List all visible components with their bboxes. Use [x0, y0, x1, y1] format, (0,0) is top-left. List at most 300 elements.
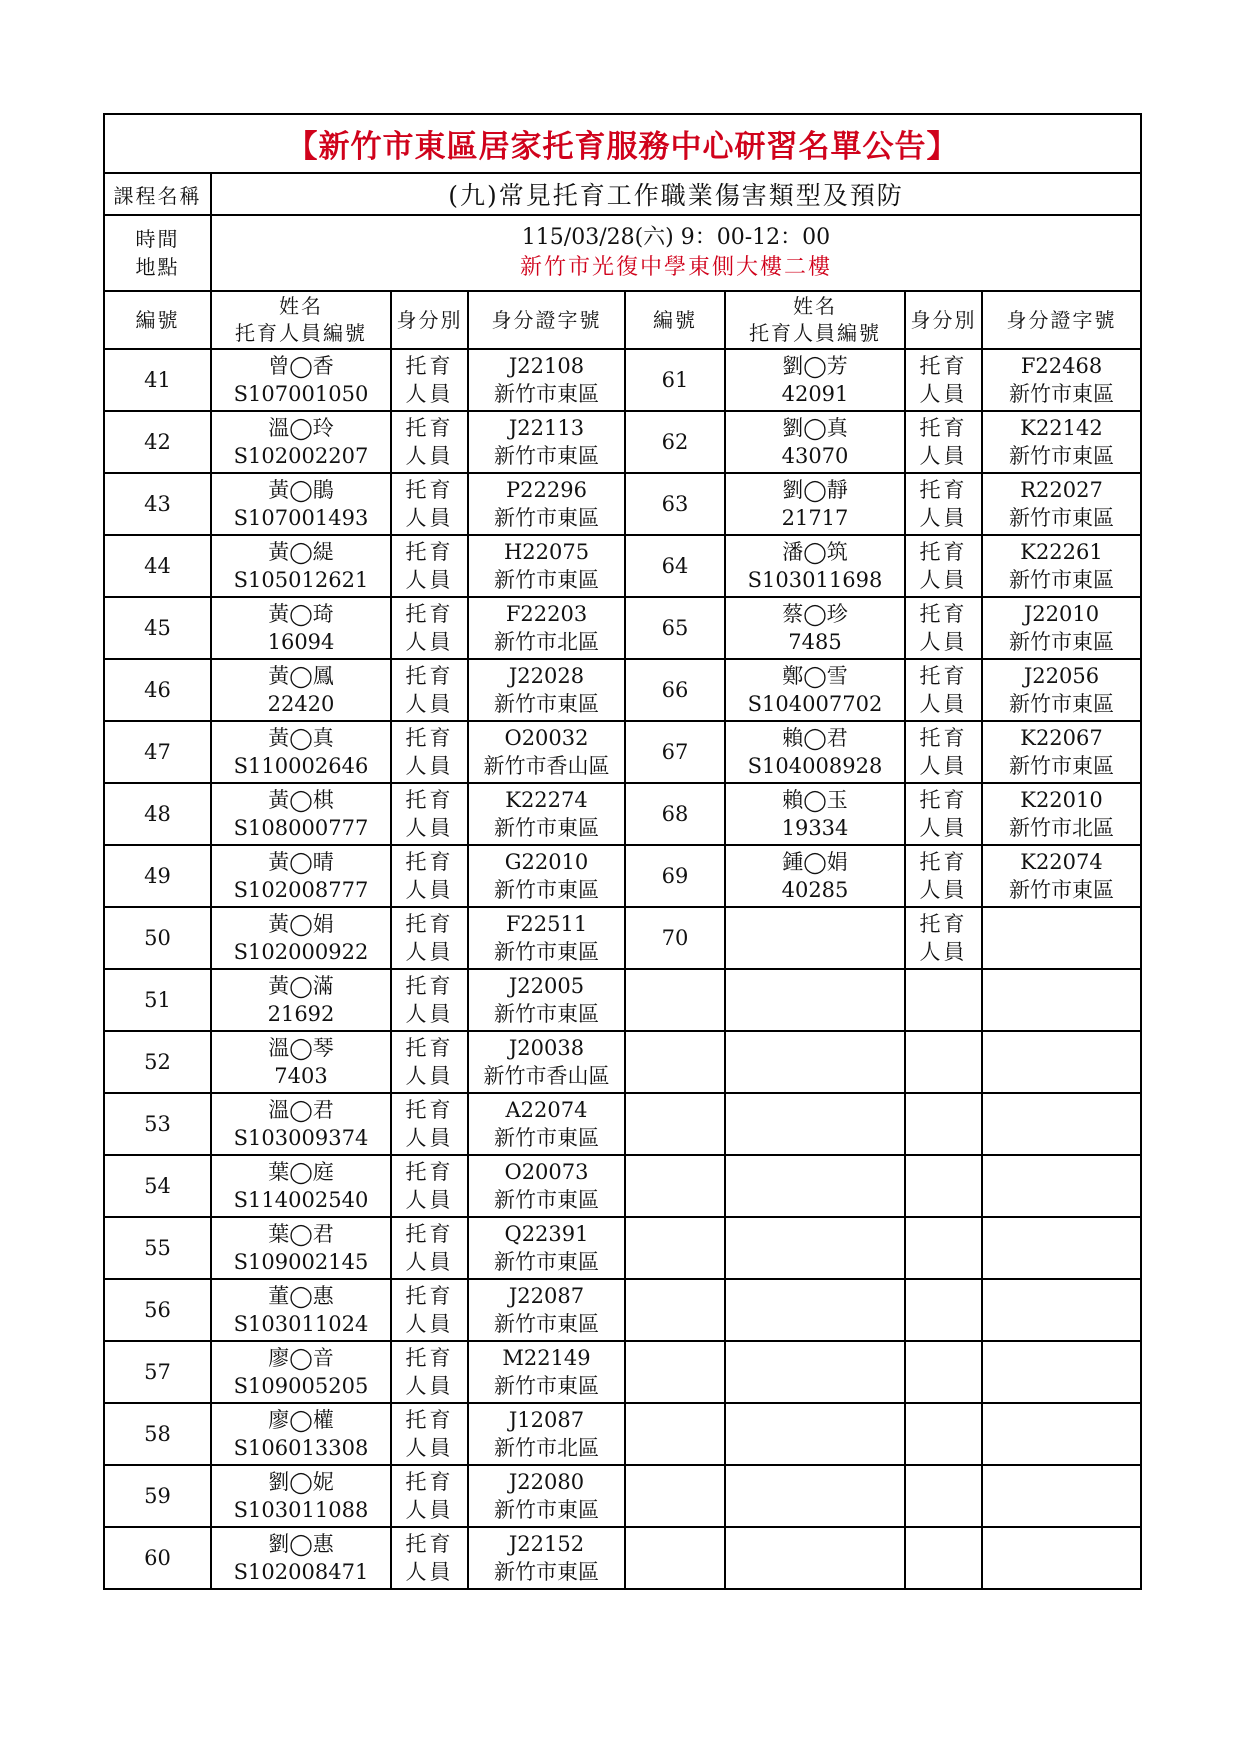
- entry-name: [211, 1279, 391, 1341]
- entry-identity: [391, 783, 468, 845]
- id-area: 新竹市東區: [1009, 878, 1114, 902]
- identity-line1: 托育: [405, 1036, 454, 1060]
- entry-number-text: 45: [144, 616, 171, 640]
- entry-name: [725, 1341, 905, 1403]
- entry-name: [211, 845, 391, 907]
- entry-number-text: 54: [144, 1174, 171, 1198]
- entry-identity: [391, 907, 468, 969]
- entry-name: [725, 597, 905, 659]
- id-area: 新竹市東區: [1009, 506, 1114, 530]
- identity-line2: 人員: [405, 878, 454, 902]
- entry-name: [725, 1031, 905, 1093]
- entry-identity: [905, 721, 982, 783]
- caregiver-code: S102008777: [233, 878, 369, 902]
- entry-number: [625, 349, 725, 411]
- entry-identity: [391, 721, 468, 783]
- entry-number: [625, 1093, 725, 1155]
- entry-number: [625, 1341, 725, 1403]
- entry-identity: [905, 349, 982, 411]
- id-number: J22113: [508, 416, 585, 440]
- identity-line1: 托育: [405, 1222, 454, 1246]
- person-name: 黃◯琦: [268, 602, 334, 626]
- entry-identity: [905, 411, 982, 473]
- identity-line2: 人員: [405, 1436, 454, 1460]
- entry-number-text: 55: [144, 1236, 171, 1260]
- identity-line2: 人員: [405, 1126, 454, 1150]
- entry-name: [211, 659, 391, 721]
- person-name: 黃◯真: [268, 726, 334, 750]
- entry-identity: [905, 1465, 982, 1527]
- entry-name: [725, 659, 905, 721]
- entry-number: [625, 1155, 725, 1217]
- id-area: 新竹市東區: [494, 382, 599, 406]
- entry-number-text: 68: [661, 802, 689, 826]
- entry-identity: [905, 1527, 982, 1589]
- entry-id: [982, 1341, 1141, 1403]
- entry-number-text: 59: [144, 1484, 171, 1508]
- entry-number: [625, 1031, 725, 1093]
- time-place-value: [211, 215, 1141, 291]
- identity-line2: 人員: [405, 1560, 454, 1584]
- person-name: 劉◯惠: [268, 1532, 334, 1556]
- id-area: 新竹市東區: [1009, 630, 1114, 654]
- entry-name: [211, 411, 391, 473]
- caregiver-code: 43070: [781, 444, 849, 468]
- caregiver-code: 21692: [267, 1002, 335, 1026]
- entry-identity: [391, 411, 468, 473]
- identity-line2: 人員: [919, 506, 968, 530]
- identity-line2: 人員: [919, 692, 968, 716]
- caregiver-code: S104008928: [747, 754, 883, 778]
- identity-line1: 托育: [405, 602, 454, 626]
- entry-name: [725, 1093, 905, 1155]
- identity-line1: 托育: [405, 1284, 454, 1308]
- table-row: [104, 969, 1141, 1031]
- person-name: 溫◯君: [268, 1098, 334, 1122]
- identity-line2: 人員: [919, 816, 968, 840]
- person-name: 曾◯香: [268, 354, 334, 378]
- identity-line1: 托育: [405, 1098, 454, 1122]
- roster-table: [103, 113, 1142, 1590]
- entry-identity: [391, 1279, 468, 1341]
- entry-number: [625, 1279, 725, 1341]
- id-area: 新竹市北區: [494, 630, 599, 654]
- person-name: 劉◯真: [782, 416, 848, 440]
- header-name-line2: 托育人員編號: [235, 321, 367, 345]
- identity-line2: 人員: [919, 444, 968, 468]
- identity-line2: 人員: [919, 382, 968, 406]
- caregiver-code: 21717: [781, 506, 849, 530]
- id-area: 新竹市東區: [494, 1002, 599, 1026]
- entry-id: [982, 597, 1141, 659]
- id-number: A22074: [505, 1098, 588, 1122]
- caregiver-code: 19334: [781, 816, 849, 840]
- entry-name: [211, 1155, 391, 1217]
- table-row: [104, 473, 1141, 535]
- id-number: J22005: [508, 974, 585, 998]
- person-name: 黃◯緹: [268, 540, 334, 564]
- table-row: [104, 1093, 1141, 1155]
- entry-id: [982, 1403, 1141, 1465]
- entry-number: [625, 1217, 725, 1279]
- entry-identity: [391, 1341, 468, 1403]
- entry-name: [725, 1155, 905, 1217]
- identity-line1: 托育: [405, 1532, 454, 1556]
- entry-number: [104, 1217, 211, 1279]
- caregiver-code: S107001050: [233, 382, 369, 406]
- entry-id: [468, 1341, 625, 1403]
- entry-number: [104, 1031, 211, 1093]
- entry-number-text: 44: [144, 554, 171, 578]
- person-name: 鍾◯娟: [782, 850, 848, 874]
- entry-identity: [391, 535, 468, 597]
- entry-name: [211, 721, 391, 783]
- caregiver-code: S110002646: [233, 754, 369, 778]
- entry-name: [211, 597, 391, 659]
- entry-identity: [391, 473, 468, 535]
- entry-name: [211, 1031, 391, 1093]
- identity-line2: 人員: [405, 1064, 454, 1088]
- header-identity: 身分別: [391, 291, 468, 349]
- caregiver-code: S108000777: [233, 816, 369, 840]
- entry-name: [211, 349, 391, 411]
- identity-line1: 托育: [919, 354, 968, 378]
- entry-name: [725, 1527, 905, 1589]
- session-place: 新竹市光復中學東側大樓二樓: [519, 255, 832, 280]
- caregiver-code: 42091: [781, 382, 849, 406]
- entry-number: [625, 659, 725, 721]
- caregiver-code: S102000922: [233, 940, 369, 964]
- caregiver-code: 7485: [788, 630, 842, 654]
- entry-number: [104, 907, 211, 969]
- identity-line2: 人員: [919, 630, 968, 654]
- identity-line1: 托育: [405, 540, 454, 564]
- entry-identity: [391, 845, 468, 907]
- person-name: 劉◯靜: [782, 478, 848, 502]
- id-number: O20073: [504, 1160, 589, 1184]
- caregiver-code: S104007702: [747, 692, 883, 716]
- caregiver-code: S103009374: [233, 1126, 369, 1150]
- id-area: 新竹市東區: [494, 444, 599, 468]
- identity-line1: 托育: [919, 602, 968, 626]
- header-number: 編號: [104, 291, 211, 349]
- id-number: F22468: [1020, 354, 1103, 378]
- entry-name: [211, 1403, 391, 1465]
- entry-identity: [905, 783, 982, 845]
- identity-line2: 人員: [405, 1374, 454, 1398]
- id-number: J22028: [508, 664, 585, 688]
- entry-id: [982, 1155, 1141, 1217]
- id-number: J22108: [508, 354, 585, 378]
- entry-number: [625, 535, 725, 597]
- id-area: 新竹市東區: [494, 1498, 599, 1522]
- entry-name: [725, 473, 905, 535]
- entry-name: [725, 1279, 905, 1341]
- entry-name: [725, 969, 905, 1031]
- entry-number-text: 42: [144, 430, 171, 454]
- entry-name: [725, 721, 905, 783]
- identity-line1: 托育: [405, 912, 454, 936]
- entry-id: [468, 411, 625, 473]
- id-area: 新竹市東區: [1009, 382, 1114, 406]
- entry-identity: [905, 597, 982, 659]
- entry-id: [982, 1527, 1141, 1589]
- header-name-line2-right: 托育人員編號: [749, 321, 881, 345]
- place-label: 地點: [135, 255, 180, 279]
- person-name: 蔡◯珍: [782, 602, 848, 626]
- identity-line2: 人員: [919, 568, 968, 592]
- entry-id: [468, 1465, 625, 1527]
- entry-name: [211, 535, 391, 597]
- person-name: 溫◯琴: [268, 1036, 334, 1060]
- id-area: 新竹市東區: [494, 1312, 599, 1336]
- entry-number-text: 56: [144, 1298, 171, 1322]
- table-row: [104, 783, 1141, 845]
- table-row: [104, 349, 1141, 411]
- id-area: 新竹市東區: [1009, 444, 1114, 468]
- id-number: J22080: [508, 1470, 585, 1494]
- caregiver-code: S105012621: [233, 568, 369, 592]
- identity-line1: 托育: [919, 850, 968, 874]
- entry-id: [468, 845, 625, 907]
- person-name: 董◯惠: [268, 1284, 334, 1308]
- identity-line2: 人員: [405, 382, 454, 406]
- identity-line2: 人員: [405, 444, 454, 468]
- person-name: 黃◯鵑: [268, 478, 334, 502]
- table-row: [104, 1279, 1141, 1341]
- entry-id: [982, 969, 1141, 1031]
- table-row: [104, 659, 1141, 721]
- identity-line2: 人員: [405, 1498, 454, 1522]
- id-number: F22511: [505, 912, 588, 936]
- header-identity-right: 身分別: [905, 291, 982, 349]
- entry-id: [468, 783, 625, 845]
- entry-identity: [905, 659, 982, 721]
- entry-number: [104, 969, 211, 1031]
- id-area: 新竹市東區: [494, 568, 599, 592]
- table-row: [104, 535, 1141, 597]
- entry-number: [104, 1093, 211, 1155]
- entry-number: [625, 907, 725, 969]
- entry-identity: [391, 1527, 468, 1589]
- course-name: (九)常見托育工作職業傷害類型及預防: [211, 173, 1141, 215]
- id-number: K22010: [1020, 788, 1103, 812]
- entry-number: [104, 597, 211, 659]
- identity-line2: 人員: [405, 1188, 454, 1212]
- caregiver-code: S103011088: [233, 1498, 369, 1522]
- caregiver-code: S102008471: [233, 1560, 369, 1584]
- person-name: 黃◯晴: [268, 850, 334, 874]
- entry-id: [982, 1279, 1141, 1341]
- entry-number-text: 52: [144, 1050, 171, 1074]
- table-row: [104, 1527, 1141, 1589]
- identity-line2: 人員: [405, 816, 454, 840]
- entry-number: [104, 1403, 211, 1465]
- identity-line2: 人員: [405, 1312, 454, 1336]
- entry-id: [468, 1031, 625, 1093]
- entry-id: [468, 349, 625, 411]
- identity-line2: 人員: [405, 1002, 454, 1026]
- entry-number-text: 62: [661, 430, 689, 454]
- id-area: 新竹市香山區: [483, 1064, 610, 1088]
- entry-number-text: 66: [661, 678, 689, 702]
- entry-name: [211, 1527, 391, 1589]
- entry-name: [211, 1093, 391, 1155]
- table-row: [104, 721, 1141, 783]
- id-area: 新竹市東區: [1009, 692, 1114, 716]
- entry-number: [625, 721, 725, 783]
- entry-number: [104, 1279, 211, 1341]
- entry-number: [104, 659, 211, 721]
- entry-id: [468, 535, 625, 597]
- person-name: 黃◯鳳: [268, 664, 334, 688]
- entry-identity: [391, 969, 468, 1031]
- entry-number-text: 50: [144, 926, 171, 950]
- id-area: 新竹市東區: [494, 1250, 599, 1274]
- caregiver-code: 7403: [274, 1064, 328, 1088]
- entry-number: [625, 783, 725, 845]
- identity-line1: 托育: [405, 850, 454, 874]
- header-number-right: 編號: [625, 291, 725, 349]
- caregiver-code: S107001493: [233, 506, 369, 530]
- person-name: 潘◯筑: [782, 540, 848, 564]
- id-area: 新竹市北區: [1009, 816, 1114, 840]
- entry-id: [468, 1217, 625, 1279]
- identity-line2: 人員: [919, 878, 968, 902]
- identity-line1: 托育: [405, 726, 454, 750]
- person-name: 葉◯君: [268, 1222, 334, 1246]
- entry-identity: [905, 535, 982, 597]
- id-area: 新竹市東區: [494, 506, 599, 530]
- identity-line2: 人員: [919, 754, 968, 778]
- entry-id: [468, 1403, 625, 1465]
- entry-id: [982, 349, 1141, 411]
- person-name: 廖◯權: [268, 1408, 334, 1432]
- identity-line1: 托育: [405, 1160, 454, 1184]
- entry-number: [104, 845, 211, 907]
- id-area: 新竹市東區: [494, 692, 599, 716]
- entry-id: [982, 1217, 1141, 1279]
- entry-identity: [905, 1031, 982, 1093]
- identity-line2: 人員: [405, 630, 454, 654]
- caregiver-code: S103011698: [747, 568, 883, 592]
- entry-name: [211, 473, 391, 535]
- entry-identity: [905, 1341, 982, 1403]
- entry-number-text: 49: [144, 864, 171, 888]
- entry-id: [982, 1031, 1141, 1093]
- entry-id: [982, 473, 1141, 535]
- entry-name: [211, 783, 391, 845]
- id-number: M22149: [502, 1346, 591, 1370]
- entry-identity: [905, 1403, 982, 1465]
- entry-number: [104, 1155, 211, 1217]
- entry-name: [725, 349, 905, 411]
- person-name: 黃◯滿: [268, 974, 334, 998]
- entry-identity: [391, 659, 468, 721]
- entry-id: [982, 535, 1141, 597]
- table-row: [104, 1341, 1141, 1403]
- entry-id: [468, 1279, 625, 1341]
- entry-number: [104, 535, 211, 597]
- entry-id: [982, 659, 1141, 721]
- id-number: J22056: [1023, 664, 1100, 688]
- entry-number-text: 69: [661, 864, 689, 888]
- entry-number-text: 47: [144, 740, 171, 764]
- entry-id: [982, 1093, 1141, 1155]
- entry-number-text: 43: [144, 492, 171, 516]
- entry-id: [468, 1093, 625, 1155]
- entry-number-text: 67: [661, 740, 689, 764]
- entry-identity: [905, 1155, 982, 1217]
- header-name-right: [725, 291, 905, 349]
- entry-identity: [905, 1279, 982, 1341]
- entry-name: [211, 1217, 391, 1279]
- entry-id: [982, 721, 1141, 783]
- time-label: 時間: [135, 227, 180, 251]
- id-area: 新竹市東區: [494, 1374, 599, 1398]
- id-area: 新竹市東區: [1009, 568, 1114, 592]
- entry-number: [104, 473, 211, 535]
- entry-id: [468, 1527, 625, 1589]
- entry-number-text: 65: [661, 616, 689, 640]
- id-number: O20032: [504, 726, 589, 750]
- entry-number: [104, 349, 211, 411]
- table-row: [104, 597, 1141, 659]
- entry-name: [211, 1465, 391, 1527]
- id-number: J22152: [508, 1532, 585, 1556]
- entry-number: [104, 783, 211, 845]
- entry-number-text: 48: [144, 802, 171, 826]
- id-number: K22261: [1020, 540, 1103, 564]
- identity-line1: 托育: [405, 1470, 454, 1494]
- entry-number: [104, 1341, 211, 1403]
- identity-line1: 托育: [919, 788, 968, 812]
- entry-identity: [391, 1093, 468, 1155]
- entry-number-text: 57: [144, 1360, 171, 1384]
- person-name: 劉◯妮: [268, 1470, 334, 1494]
- entry-number: [625, 969, 725, 1031]
- entry-number-text: 41: [144, 368, 171, 392]
- id-number: K22274: [505, 788, 588, 812]
- table-row: [104, 411, 1141, 473]
- caregiver-code: S109005205: [233, 1374, 369, 1398]
- entry-name: [211, 907, 391, 969]
- identity-line1: 托育: [405, 1408, 454, 1432]
- entry-name: [725, 1465, 905, 1527]
- entry-number: [625, 473, 725, 535]
- caregiver-code: 22420: [267, 692, 335, 716]
- caregiver-code: S103011024: [233, 1312, 369, 1336]
- person-name: 廖◯音: [268, 1346, 334, 1370]
- entry-name: [725, 783, 905, 845]
- table-row: [104, 1465, 1141, 1527]
- person-name: 葉◯庭: [268, 1160, 334, 1184]
- identity-line1: 托育: [919, 478, 968, 502]
- entry-number-text: 51: [144, 988, 171, 1012]
- identity-line2: 人員: [405, 1250, 454, 1274]
- id-number: G22010: [504, 850, 589, 874]
- entry-number: [625, 597, 725, 659]
- identity-line1: 托育: [919, 664, 968, 688]
- identity-line1: 托育: [405, 1346, 454, 1370]
- person-name: 鄭◯雪: [782, 664, 848, 688]
- id-area: 新竹市東區: [494, 940, 599, 964]
- entry-number-text: 61: [661, 368, 689, 392]
- caregiver-code: 40285: [781, 878, 849, 902]
- table-row: [104, 1155, 1141, 1217]
- person-name: 劉◯芳: [782, 354, 848, 378]
- entry-name: [725, 845, 905, 907]
